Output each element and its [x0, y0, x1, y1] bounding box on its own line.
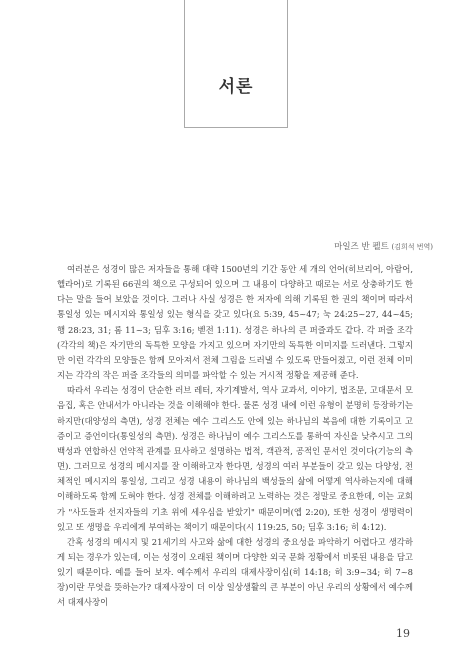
- byline: [334, 240, 433, 252]
- chapter-title-box: [184, 0, 288, 128]
- translator-note: (김희석 번역): [391, 243, 433, 251]
- paragraph: 따라서 우리는 성경이 단순한 러브 레터, 자기계발서, 역사 교과서, 이야기, 법조문, 고대문서 모음집, 혹은 안내서가 아니라는 것을 이해해야 한다. 물론 성경 내에 이런 유형이 분명히 등장하기는 하지만(대양성의 측면), 성경 전체는 예수 그리스도 안에 있는 하나님의 복음에 대한 기록이고 고증이고 증언이다(통일성의 측면). 성경은 하나님이 예수 그리스도를 통하여 자신을 낮추시고 그의 백성과 연합하신 언약적 관계를 묘사하고 설명하는 법적, 객관적, 공적인 문서인 것이다(기능의 측면). 그러므로 성경의 메시지를 잘 이해하고자 한다면, 성경의 여러 부분들이 갖고 있는 다양성, 전체적인 메시지의 통일성, 그리고 성경 내용이 하나님의 백성들의 삶에 어떻게 역사하는지에 대해 이해하도록 함께 도혀야 한다. 성경 전체를 이해하려고 노력하는 것은 정말로 중요한데, 이는 교회가 "사도들과 선지자들의 기초 위에 세우심을 받았기" 때문이며(엡 2:20), 또한 성경이 생명력이 있고 또 생명을 우리에게 부여하는 책이기 때문이다(시 119:25, 50; 딤후 3:16; 히 4:12).: [57, 385, 413, 532]
- body-text: [57, 262, 413, 611]
- chapter-title: 서론: [218, 77, 254, 97]
- paragraph: 여러분은 성경이 많은 저자들을 통해 대략 1500년의 기간 동안 세 개의 언어(히브리어, 아람어, 헬라어)로 기록된 66권의 책으로 구성되어 있으며 그 내용이 다양하고 때로는 서로 상충하기도 한다는 말을 들어 보았을 것이다. 그러나 사실 성경은 한 저자에 의해 기록된 한 권의 책이며 따라서 통일성 있는 메시지와 통일성 있는 형식을 갖고 있다(요 5:39, 45~47; 눅 24:25~27, 44~45; 행 28:23, 31; 롬 11~3; 딤후 3:16; 벧전 1:11). 성경은 하나의 큰 퍼즐과도 같다. 각 퍼즐 조각(각각의 책)은 자기만의 독특한 모양을 가지고 있으며 자기만의 독특한 이미지를 드러낸다. 그렇지만 이런 각각의 모양들은 함께 모아져서 전체 그림을 드러낼 수 있도록 만들어졌고, 이런 전체 이미지는 각각의 작은 퍼즐 조각들의 의미를 파악할 수 있는 거시적 정황을 제공해 준다.: [57, 264, 413, 381]
- author-name: 마일즈 반 펠트: [334, 242, 389, 252]
- paragraph: 간혹 성경의 메시지 및 21세기의 사고와 삶에 대한 성경의 중요성을 파악하기 어렵다고 생각하게 되는 경우가 있는데, 이는 성경이 오래된 책이며 다양한 외국 문화 정황에서 비롯된 내용을 담고 있기 때문이다. 예를 들어 보자. 예수께서 우리의 대제사장이심(히 14:18; 히 3:9~34; 히 7~8장)이란 무엇을 뜻하는가? 대제사장이 더 이상 일상생활의 큰 부분이 아닌 우리의 상황에서 예수께서 대제사장이: [57, 536, 413, 608]
- page-number: 19: [396, 627, 410, 640]
